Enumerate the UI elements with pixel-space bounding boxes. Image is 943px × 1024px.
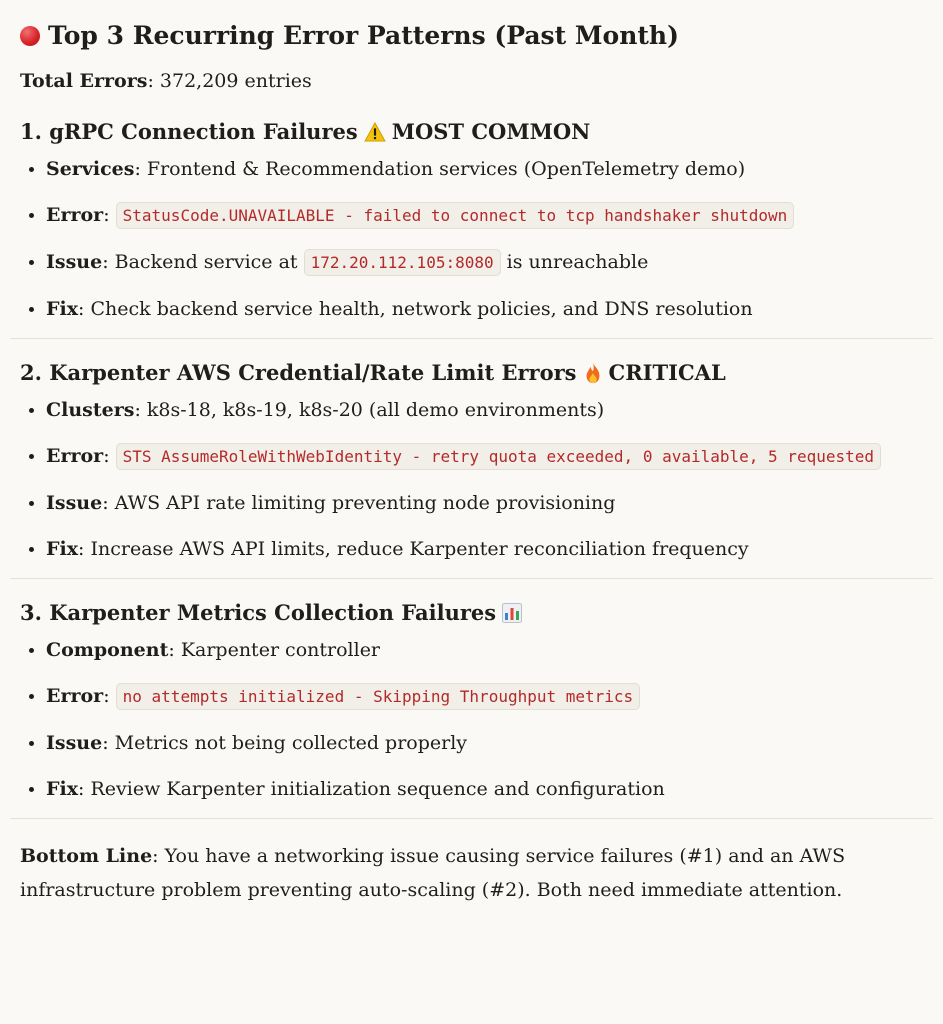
section-list-2: [20, 393, 923, 566]
item-label: Component: [46, 639, 169, 661]
total-errors-label: Total Errors: [20, 70, 148, 92]
item-text: k8s-18, k8s-19, k8s-20 (all demo environments): [146, 399, 605, 421]
section-heading-3: [20, 597, 923, 629]
item-text-post: is unreachable: [500, 251, 649, 273]
page-title-text: Top 3 Recurring Error Patterns (Past Month): [48, 21, 679, 50]
bottom-line: Bottom Line: You have a networking issue causing service failures (#1) and an AWS infrastructure problem preventing auto-scaling (#2). Both need immediate attention.: [20, 845, 846, 901]
item-label: Fix: [46, 298, 79, 320]
item-label: Issue: [46, 732, 103, 754]
bottom-line-text: You have a networking issue causing service failures (#1) and an AWS infrastructure problem preventing auto-scaling (#2). Both need immediate attention.: [20, 845, 846, 901]
list-item: • Issue: AWS API rate limiting preventing node provisioning: [46, 486, 923, 520]
bar-chart-icon: [502, 603, 522, 623]
list-item: • Services: Frontend & Recommendation services (OpenTelemetry demo): [46, 152, 923, 186]
list-item: • Issue: Metrics not being collected properly: [46, 726, 923, 760]
list-item: • Component: Karpenter controller: [46, 633, 923, 667]
warning-icon: [364, 122, 386, 142]
section-list-1: [20, 152, 923, 326]
item-text: Karpenter controller: [180, 639, 381, 661]
list-item: • Fix: Review Karpenter initialization sequence and configuration: [46, 772, 923, 806]
item-code: STS AssumeRoleWithWebIdentity - retry quota exceeded, 0 available, 5 requested: [116, 443, 881, 470]
item-label: Issue: [46, 251, 103, 273]
fire-icon: [583, 362, 603, 384]
item-text: AWS API rate limiting preventing node provisioning: [114, 492, 616, 514]
section-heading-2-text: 2. Karpenter AWS Credential/Rate Limit Errors: [20, 360, 577, 385]
item-label: Fix: [46, 778, 79, 800]
bottom-line-label: Bottom Line: [20, 845, 153, 867]
divider: [10, 578, 933, 579]
divider: [10, 818, 933, 819]
list-item: • Fix: Increase AWS API limits, reduce Karpenter reconciliation frequency: [46, 532, 923, 566]
item-text-pre: Backend service at: [114, 251, 304, 273]
list-item: • Error: StatusCode.UNAVAILABLE - failed to connect to tcp handshaker shutdown: [46, 198, 923, 233]
item-code: StatusCode.UNAVAILABLE - failed to connect to tcp handshaker shutdown: [116, 202, 795, 229]
item-text: Check backend service health, network policies, and DNS resolution: [90, 298, 753, 320]
total-errors-value: 372,209 entries: [159, 70, 312, 92]
item-label: Fix: [46, 538, 79, 560]
divider: [10, 338, 933, 339]
list-item: • Error: no attempts initialized - Skipping Throughput metrics: [46, 679, 923, 714]
item-label: Error: [46, 685, 104, 707]
section-heading-2: [20, 357, 923, 389]
red-circle-icon: [20, 26, 40, 46]
total-errors: [20, 64, 923, 98]
item-label: Clusters: [46, 399, 135, 421]
item-text: Metrics not being collected properly: [114, 732, 468, 754]
item-label: Error: [46, 445, 104, 467]
page-title: [20, 16, 923, 56]
item-text: Frontend & Recommendation services (OpenTelemetry demo): [146, 158, 746, 180]
list-item: • Fix: Check backend service health, network policies, and DNS resolution: [46, 292, 923, 326]
section-heading-1: [20, 116, 923, 148]
item-code: 172.20.112.105:8080: [304, 249, 501, 276]
item-label: Services: [46, 158, 135, 180]
section-heading-3-text: 3. Karpenter Metrics Collection Failures: [20, 600, 497, 625]
item-label: Issue: [46, 492, 103, 514]
section-tag-1: MOST COMMON: [391, 119, 591, 144]
section-heading-1-text: 1. gRPC Connection Failures: [20, 119, 358, 144]
list-item: • Issue: Backend service at 172.20.112.105:8080 is unreachable: [46, 245, 923, 280]
section-list-3: [20, 633, 923, 806]
list-item: • Error: STS AssumeRoleWithWebIdentity - retry quota exceeded, 0 available, 5 requested: [46, 439, 923, 474]
item-text: Increase AWS API limits, reduce Karpenter reconciliation frequency: [90, 538, 749, 560]
item-text: Review Karpenter initialization sequence and configuration: [90, 778, 665, 800]
total-errors-sep: :: [147, 70, 160, 92]
list-item: • Clusters: k8s-18, k8s-19, k8s-20 (all demo environments): [46, 393, 923, 427]
section-tag-2: CRITICAL: [608, 360, 726, 385]
item-label: Error: [46, 204, 104, 226]
item-code: no attempts initialized - Skipping Throughput metrics: [116, 683, 641, 710]
